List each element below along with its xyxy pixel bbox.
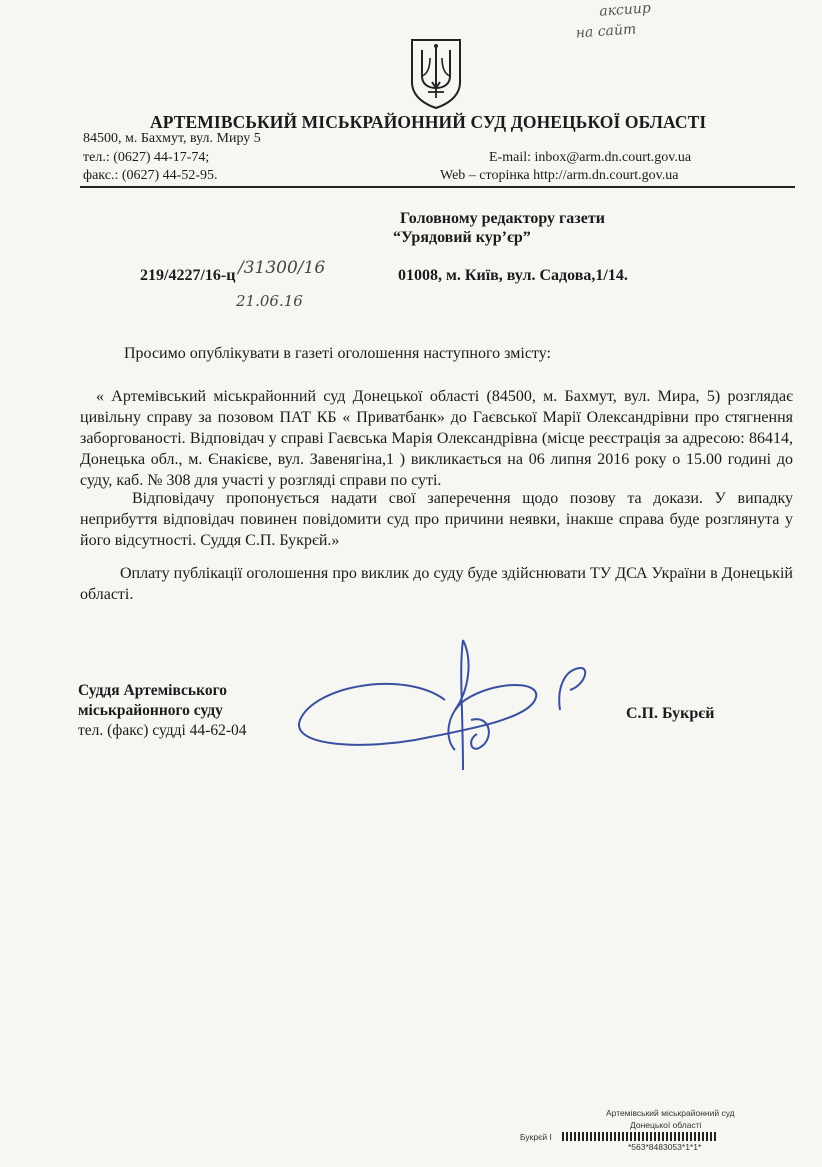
footer-name: Букрєй І: [520, 1132, 552, 1142]
handwritten-signature: [295, 630, 595, 790]
reference-number: 219/4227/16-ц: [140, 267, 236, 284]
handwritten-note-line1: аксиир: [598, 0, 652, 20]
court-name: АРТЕМІВСЬКИЙ МІСЬКРАЙОННИЙ СУД ДОНЕЦЬКОЇ ОБЛАСТІ: [150, 112, 707, 132]
signature-title-line2: міськрайонного суду: [78, 702, 223, 719]
court-web: Web – сторінка http://arm.dn.court.gov.ua: [440, 168, 679, 183]
intro-text: Просимо опублікувати в газеті оголошення наступного змісту:: [124, 345, 551, 362]
signature-title-line1: Суддя Артемівського: [78, 682, 228, 699]
signature-phone: тел. (факс) судді 44-62-04: [78, 722, 247, 739]
footer-court: Артемівський міськрайонний суд: [606, 1108, 735, 1118]
court-address: 84500, м. Бахмут, вул. Миру 5: [83, 131, 261, 146]
announcement-paragraph-2: Відповідачу пропонується надати свої заперечення щодо позову та докази. У випадку неприбуття відповідач повинен повідомити суд про причини неявки, інакше справа буде розглянута у його відсутності. Суддя С.П. Букрєй.»: [80, 490, 793, 549]
court-email: E-mail: inbox@arm.dn.court.gov.ua: [489, 150, 692, 165]
recipient-line2: “Урядовий кур’єр”: [393, 229, 531, 246]
court-phone: тел.: (0627) 44-17-74;: [83, 150, 210, 165]
signature-title: [78, 681, 247, 741]
header-divider: [80, 186, 795, 188]
footer-code: *563*8483053*1*1*: [628, 1142, 702, 1152]
reference-handwritten-date: 21.06.16: [236, 292, 303, 310]
recipient-address: 01008, м. Київ, вул. Садова,1/14.: [398, 267, 628, 284]
recipient-line1: Головному редактору газети: [400, 210, 605, 227]
footer-region: Донецької області: [630, 1120, 702, 1130]
handwritten-note-line2: на сайт: [575, 21, 637, 42]
reference-handwritten: /31300/16: [238, 258, 326, 278]
announcement-paragraph-1: « Артемівський міськрайонний суд Донецької області (84500, м. Бахмут, вул. Мира, 5) розглядає цивільну справу за позовом ПАТ КБ « Приватбанк» до Гаєвської Марії Олександрівни про стягнення заборгованості. Відповідач у справі Гаєвська Марія Олександрівна (місце реєстрація за адресою: 86414, Донецька обл., м. Єнакієве, вул. Завенягіна,1 ) викликається на 06 липня 2016 року о 15.00 годині до суду, каб. № 308 для участі у розгляді справи по суті.: [80, 388, 793, 489]
court-fax: факс.: (0627) 44-52-95.: [83, 168, 218, 183]
payment-paragraph: Оплату публікації оголошення про виклик до суду буде здійснювати ТУ ДСА України в Донецькій області.: [80, 565, 793, 603]
coat-of-arms-icon: [406, 36, 466, 110]
signature-name: С.П. Букрєй: [626, 705, 715, 722]
handwritten-note: [575, 0, 653, 42]
